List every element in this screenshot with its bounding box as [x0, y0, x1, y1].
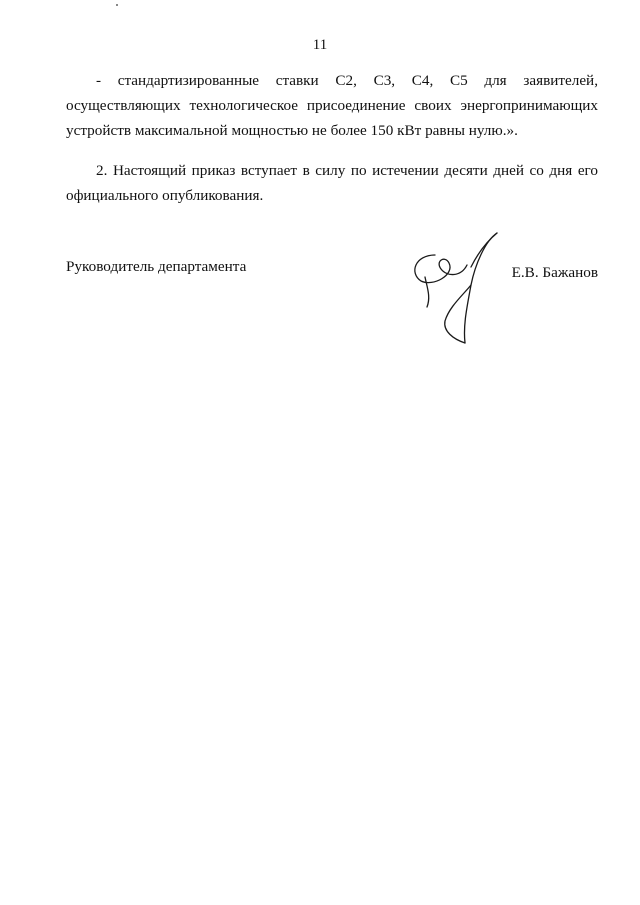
scan-speck: [116, 4, 118, 6]
paragraph-rates: - стандартизированные ставки С2, С3, С4, С5 для заявителей, осуществляющих технологическое присоединение своих энергопринимающих устройств максимальной мощностью не более 150 кВт равны нулю.».: [66, 72, 598, 139]
page-number: 11: [312, 37, 328, 53]
signature-block: [66, 258, 598, 281]
paragraph-effective-date: 2. Настоящий приказ вступает в силу по истечении десяти дней со дня его официального опубликования.: [66, 162, 598, 204]
handwritten-signature: [405, 225, 515, 350]
signer-title: Руководитель департамента: [66, 258, 247, 275]
signer-name: Е.В. Бажанов: [511, 264, 598, 281]
